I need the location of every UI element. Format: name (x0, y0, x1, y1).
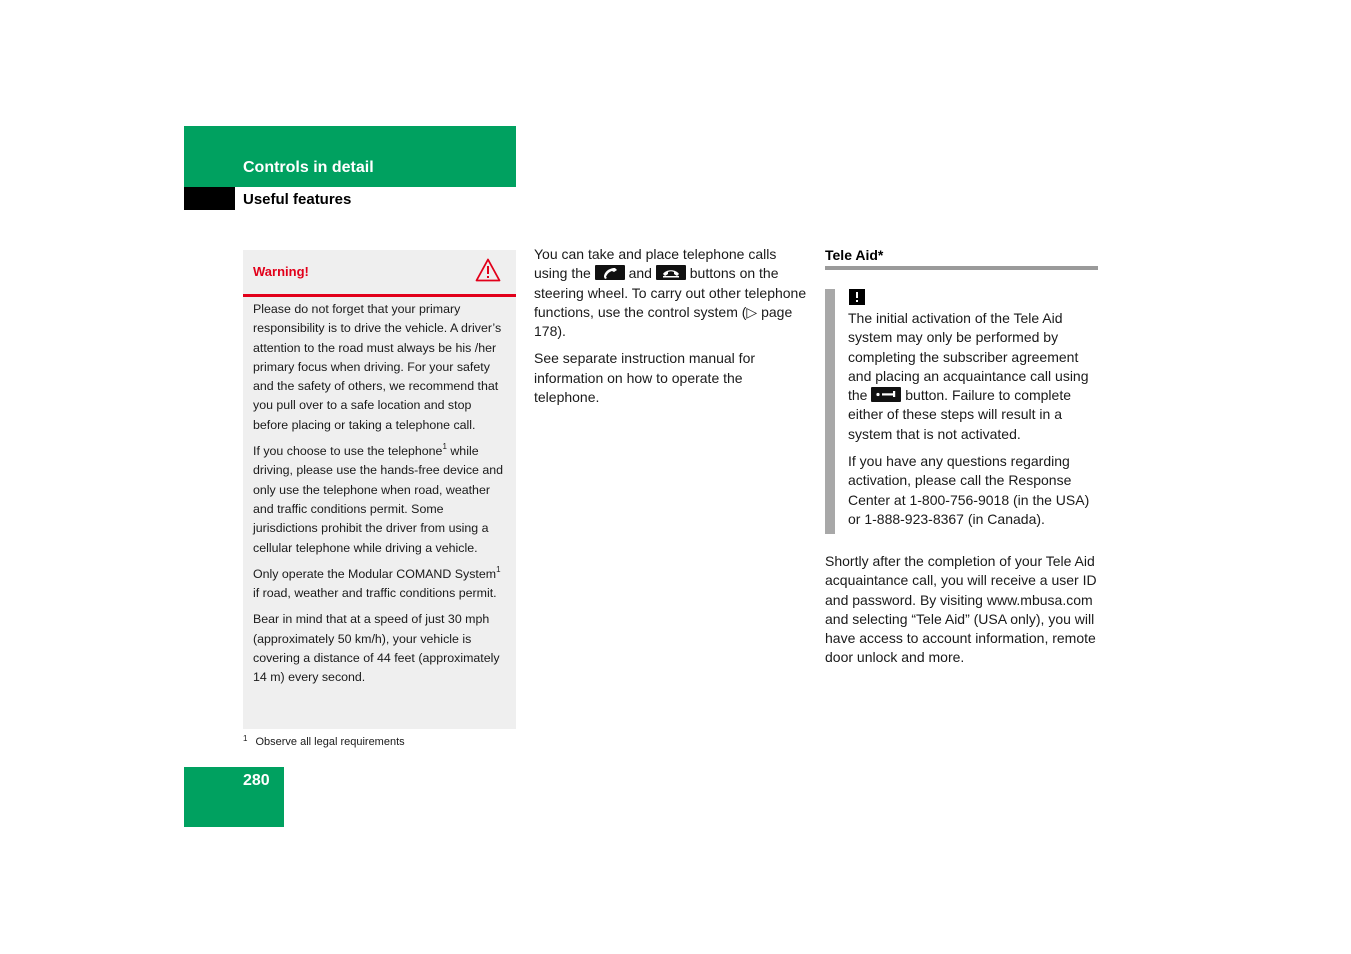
footnote-ref: 1 (442, 442, 447, 452)
warning-text: If you choose to use the telephone (253, 444, 443, 459)
tele-aid-paragraph: Shortly after the completion of your Tele Aid acquaintance call, you will receive a user ID and password. By visiting www.mbusa.com and selecting “Tele Aid” (USA only), you will have access to account information, remote door unlock and more. (825, 553, 1097, 666)
phone-hangup-icon (656, 265, 686, 280)
warning-paragraph (253, 442, 509, 558)
exclamation-icon (849, 289, 865, 305)
warning-header (243, 250, 516, 297)
telephone-paragraph (534, 245, 810, 341)
notice-text: button. Failure to complete either of these steps will result in a system that is not activated. (848, 387, 1072, 442)
warning-body (253, 300, 509, 695)
body-text: buttons on the steering wheel. To carry out other telephone functions, use the control system (▷ page 178). (534, 265, 807, 340)
section-title: Controls in detail (243, 159, 374, 176)
warning-text: while driving, please use the hands-free device and only use the telephone when road, weather and traffic conditions permit. Some jurisdictions prohibit the driver from using a cellular telephone while driving a vehicle. (253, 444, 504, 555)
subsection-title: Useful features (243, 191, 352, 208)
info-button-icon (871, 387, 901, 402)
warning-paragraph: Bear in mind that at a speed of just 30 mph (approximately 50 km/h), your vehicle is covering a distance of 44 feet (approximately 14 m) every second. (253, 612, 500, 685)
tele-aid-title: Tele Aid* (825, 247, 884, 263)
telephone-section (534, 245, 810, 415)
footnote-mark: 1 (243, 734, 248, 743)
warning-triangle-icon (475, 258, 501, 282)
warning-title: Warning! (253, 264, 309, 279)
warning-text: Only operate the Modular COMAND System (253, 566, 497, 581)
body-text: You can take and place telephone calls using the (534, 246, 777, 282)
footnote-ref: 1 (496, 564, 501, 574)
notice-text: The initial activation of the Tele Aid system may only be performed by completing the subscriber agreement and placing an acquaintance call using the (848, 310, 1089, 404)
notice-paragraph (848, 309, 1100, 444)
page-number: 280 (243, 772, 270, 789)
warning-box (243, 250, 516, 729)
phone-pickup-icon (595, 265, 625, 280)
warning-paragraph: Please do not forget that your primary responsibility is to drive the vehicle. A driver’s attention to the road must always be his /her primary focus when driving. For your safety and the safety of others, we recommend that you pull over to a safe location and stop before placing or taking a telephone call. (253, 302, 502, 432)
footnote (243, 734, 405, 748)
telephone-paragraph: See separate instruction manual for information on how to operate the telephone. (534, 350, 756, 406)
notice-body (848, 309, 1100, 537)
notice-bar (825, 289, 835, 534)
header-band (184, 126, 516, 187)
body-text: and (628, 265, 652, 282)
title-rule (825, 266, 1098, 270)
subsection-marker (184, 187, 235, 210)
warning-paragraph (253, 565, 509, 604)
warning-text: if road, weather and traffic conditions permit. (253, 586, 497, 601)
footnote-text: Observe all legal requirements (255, 736, 405, 748)
notice-paragraph: If you have any questions regarding activation, please call the Response Center at 1-800-756-9018 (in the USA) or 1-888-923-8367 (in Canada). (848, 453, 1090, 527)
